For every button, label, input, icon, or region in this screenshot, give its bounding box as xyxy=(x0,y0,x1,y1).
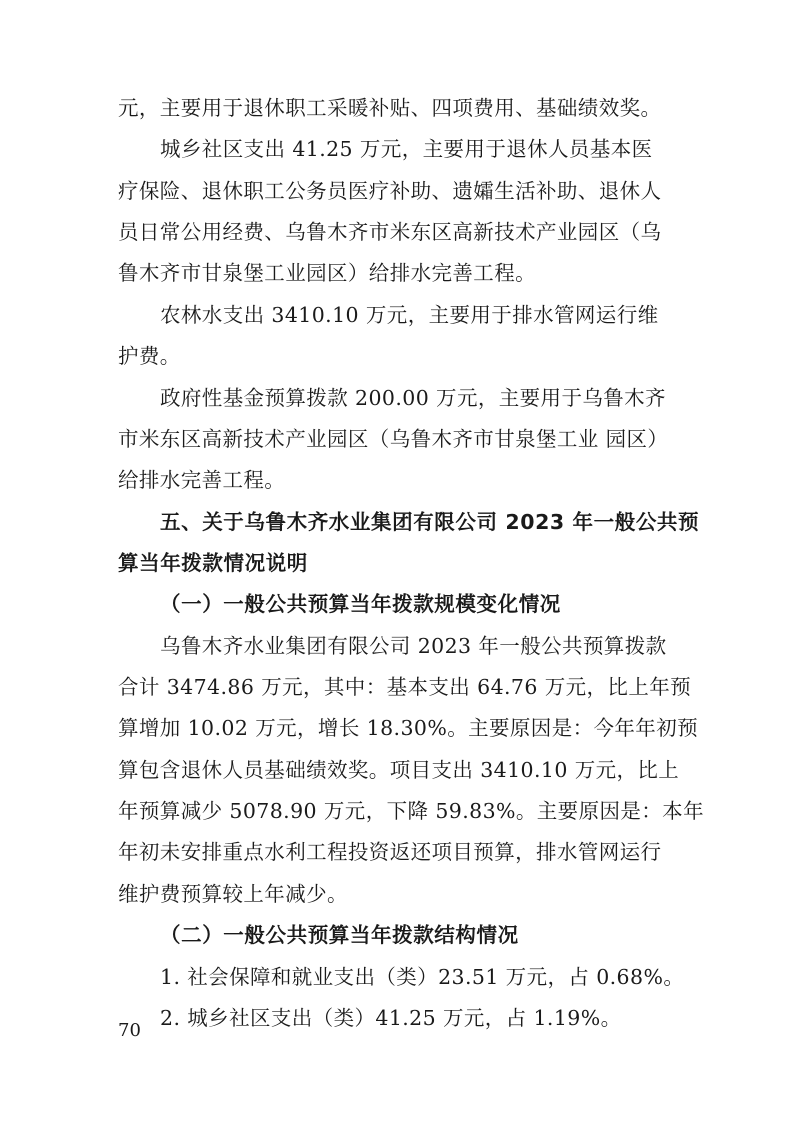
text-line: 鲁木齐市甘泉堡工业园区）给排水完善工程。 xyxy=(118,261,536,285)
text-line: 员日常公用经费、乌鲁木齐市米东区高新技术产业园区（乌 xyxy=(118,220,662,244)
text-line: 农林水支出 3410.10 万元，主要用于排水管网运行维 xyxy=(160,303,659,327)
section-heading: 算当年拨款情况说明 xyxy=(118,551,308,575)
text-line: 维护费预算较上年减少。 xyxy=(118,882,348,906)
text-line: 合计 3474.86 万元，其中：基本支出 64.76 万元，比上年预 xyxy=(118,675,692,699)
text-line: 城乡社区支出 41.25 万元，主要用于退休人员基本医 xyxy=(160,137,653,161)
subsection-heading: （二）一般公共预算当年拨款结构情况 xyxy=(160,923,519,947)
subsection-heading: （一）一般公共预算当年拨款规模变化情况 xyxy=(160,592,561,616)
text-line: 市米东区高新技术产业园区（乌鲁木齐市甘泉堡工业 园区） xyxy=(118,427,669,451)
text-line: 疗保险、退休职工公务员医疗补助、遗孀生活补助、退休人 xyxy=(118,179,662,203)
text-line: 政府性基金预算拨款 200.00 万元，主要用于乌鲁木齐 xyxy=(160,386,666,410)
text-line: 年预算减少 5078.90 万元，下降 59.83%。主要原因是：本年 xyxy=(118,799,704,823)
text-line: 给排水完善工程。 xyxy=(118,468,286,492)
text-line: 算增加 10.02 万元，增长 18.30%。主要原因是：今年年初预 xyxy=(118,716,699,740)
page-number: 70 xyxy=(118,1020,141,1041)
section-heading: 五、关于乌鲁木齐水业集团有限公司 2023 年一般公共预 xyxy=(160,510,700,534)
text-line: 乌鲁木齐水业集团有限公司 2023 年一般公共预算拨款 xyxy=(160,634,667,658)
list-item: 1. 社会保障和就业支出（类）23.51 万元，占 0.68%。 xyxy=(160,965,685,989)
list-item: 2. 城乡社区支出（类）41.25 万元，占 1.19%。 xyxy=(160,1006,622,1030)
text-line: 年初未安排重点水利工程投资返还项目预算，排水管网运行 xyxy=(118,840,662,864)
text-line: 元，主要用于退休职工采暖补贴、四项费用、基础绩效奖。 xyxy=(118,96,662,120)
text-line: 护费。 xyxy=(118,344,181,368)
text-line: 算包含退休人员基础绩效奖。项目支出 3410.10 万元，比上 xyxy=(118,758,680,782)
